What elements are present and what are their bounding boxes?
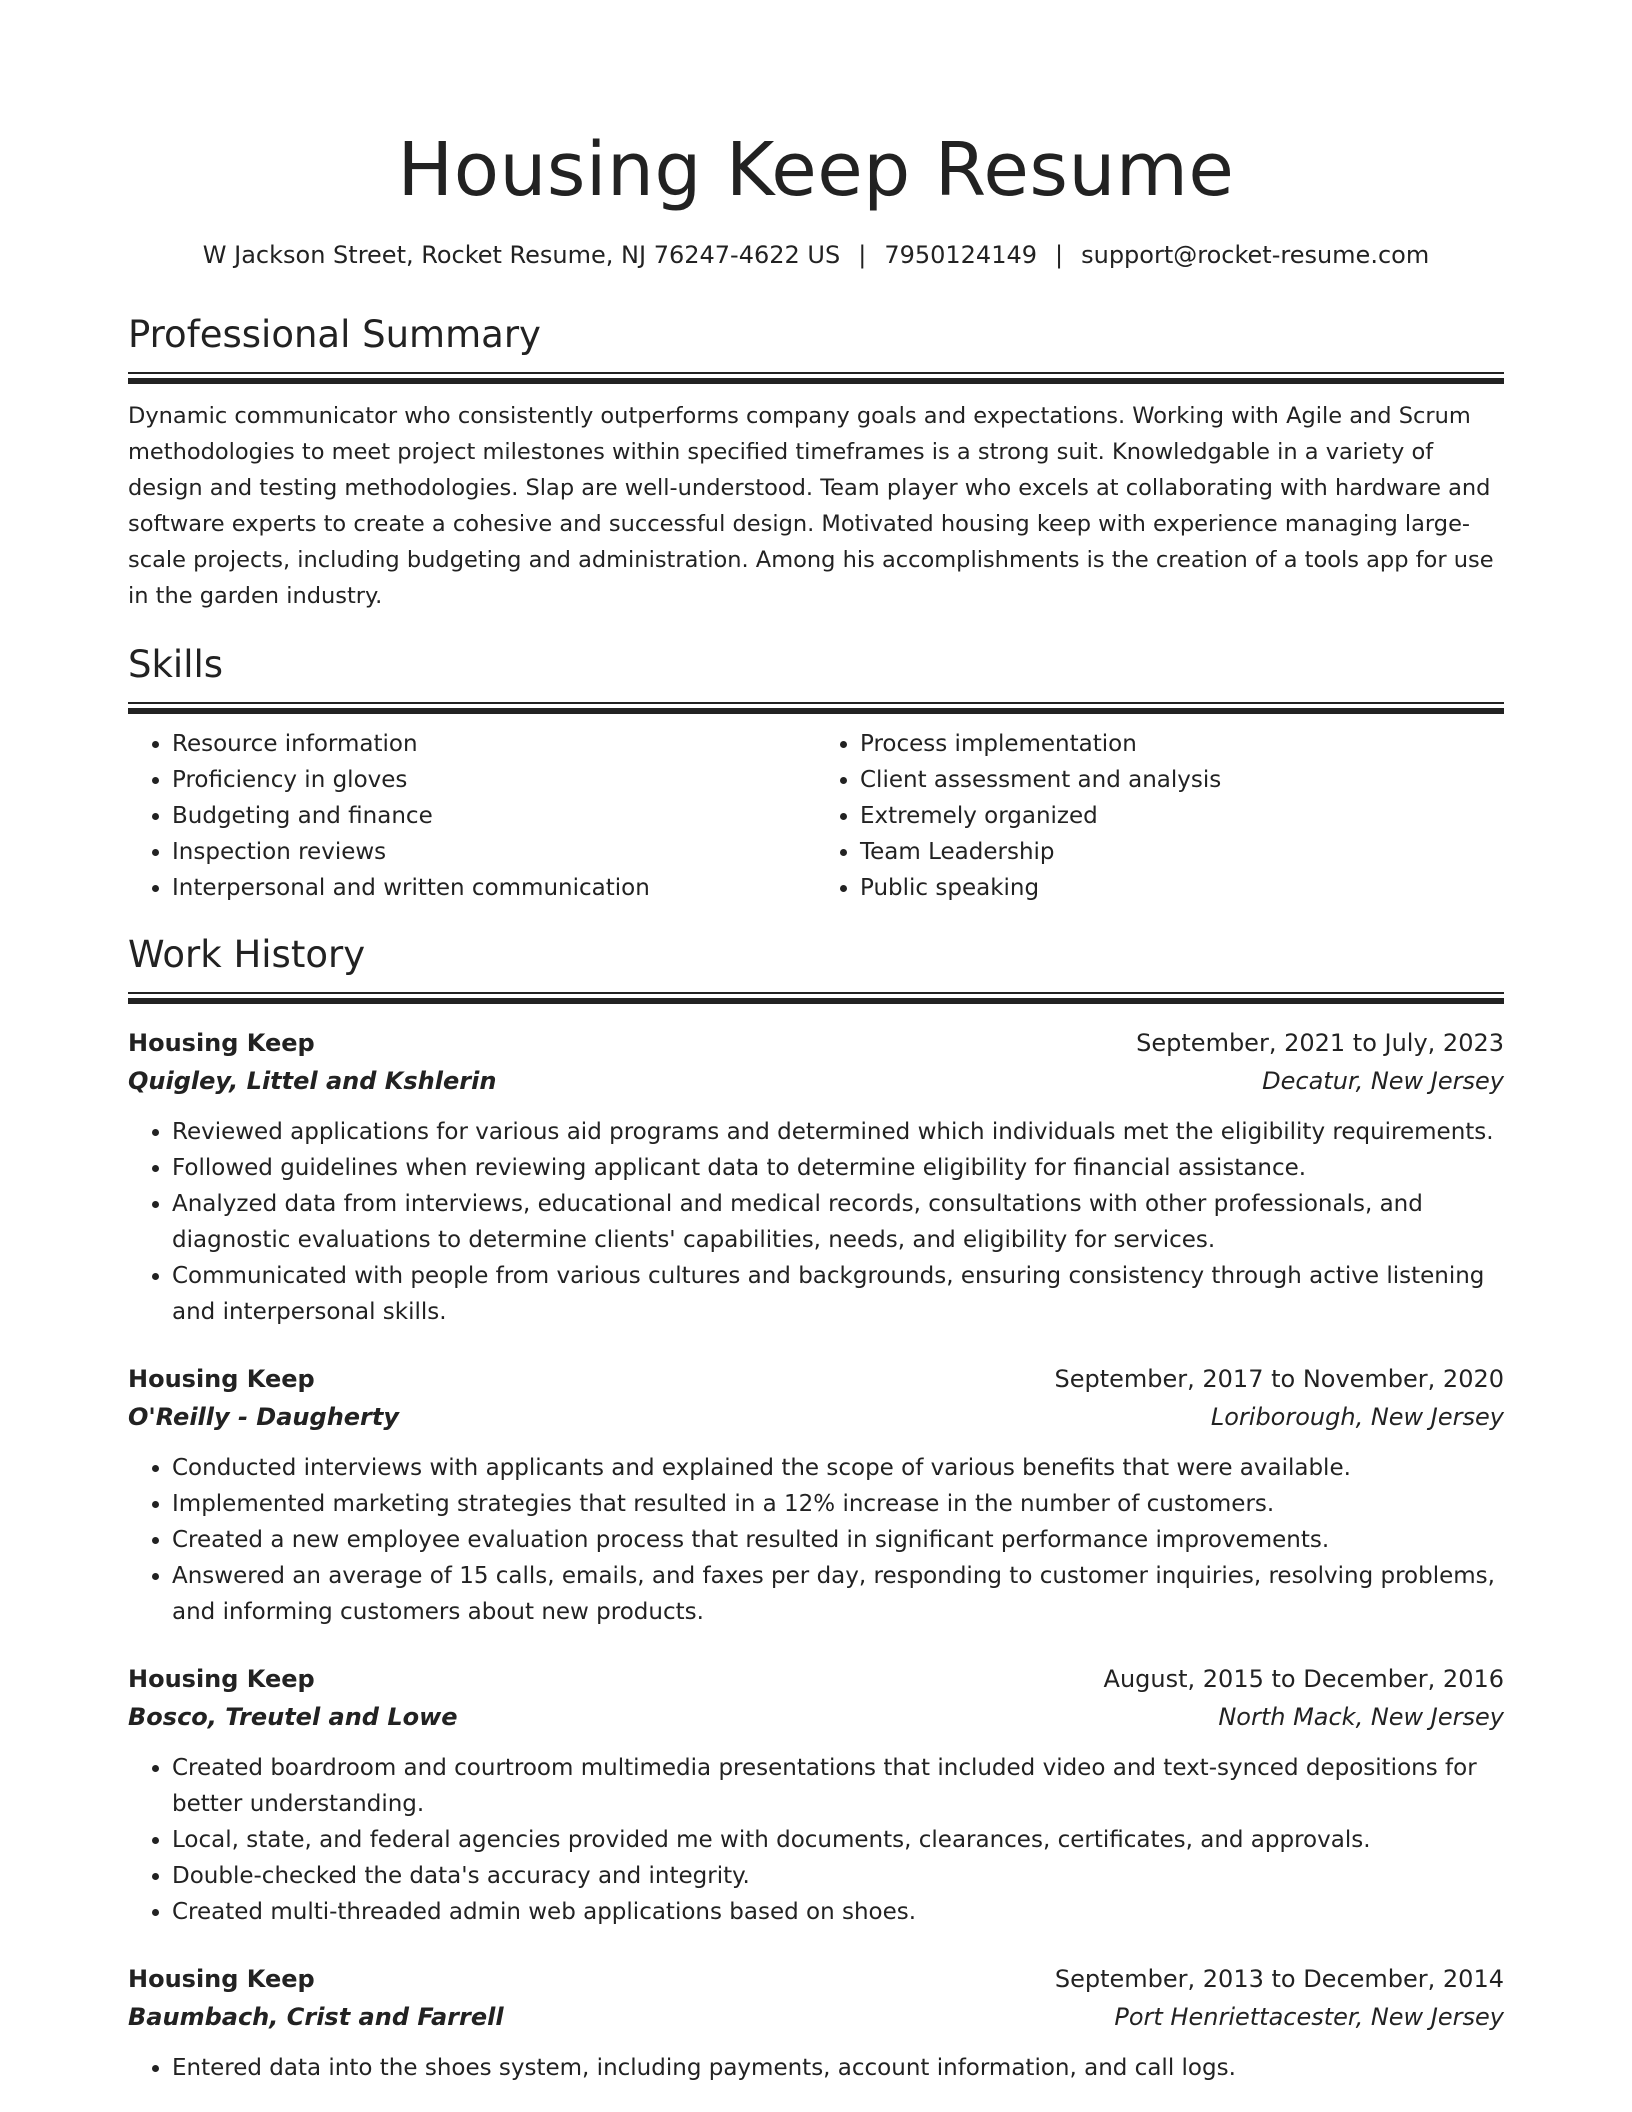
job-title: Housing Keep [128,1665,315,1693]
job-dates: September, 2017 to November, 2020 [1054,1365,1504,1393]
contact-phone: 7950124149 [884,241,1038,269]
job-bullet: • Conducted interviews with applicants and explained the scope of various benefits that were available. [172,1450,1504,1486]
job-location: Port Henriettacester, New Jersey [1114,2003,1504,2031]
job-bullet: • Created multi-threaded admin web applications based on shoes. [172,1894,1504,1930]
job-bullet: • Created a new employee evaluation process that resulted in significant performance improvements. [172,1522,1504,1558]
job-dates: September, 2013 to December, 2014 [1054,1965,1504,1993]
job-header-row [128,1360,1504,1398]
job-bullet: • Analyzed data from interviews, educational and medical records, consultations with other professionals, and diagnostic evaluations to determine clients' capabilities, needs, and eligibility for services. [172,1186,1504,1258]
job-bullet: • Double-checked the data's accuracy and integrity. [172,1858,1504,1894]
job-company-row [128,1998,1504,2036]
job-title: Housing Keep [128,1029,315,1057]
job-entry [128,1024,1504,1330]
section-divider [128,372,1504,382]
skill-item: • Budgeting and finance [172,798,816,834]
job-entry [128,1960,1504,2086]
job-dates: August, 2015 to December, 2016 [1103,1665,1504,1693]
skills-list-right [816,726,1504,906]
job-header-row [128,1660,1504,1698]
job-header-row [128,1960,1504,1998]
job-bullet: • Communicated with people from various cultures and backgrounds, ensuring consistency through active listening and interpersonal skills. [172,1258,1504,1330]
skill-item: • Team Leadership [860,834,1504,870]
summary-section [128,312,1504,614]
contact-address: W Jackson Street, Rocket Resume, NJ 76247-4622 US [202,241,841,269]
job-company: O'Reilly - Daugherty [128,1403,400,1431]
contact-separator: | [858,241,867,269]
job-location: Decatur, New Jersey [1262,1067,1504,1095]
job-title: Housing Keep [128,1965,315,1993]
job-title: Housing Keep [128,1365,315,1393]
job-bullets [128,1750,1504,1930]
job-company: Bosco, Treutel and Lowe [128,1703,458,1731]
job-bullet: • Followed guidelines when reviewing applicant data to determine eligibility for financial assistance. [172,1150,1504,1186]
section-divider [128,702,1504,712]
work-history-section [128,932,1504,2086]
contact-separator: | [1055,241,1064,269]
skill-item: • Process implementation [860,726,1504,762]
skill-item: • Proficiency in gloves [172,762,816,798]
job-bullet: • Local, state, and federal agencies provided me with documents, clearances, certificates, and approvals. [172,1822,1504,1858]
job-location: North Mack, New Jersey [1218,1703,1504,1731]
skills-section [128,642,1504,906]
section-title-work-history: Work History [128,933,366,976]
job-bullets [128,2050,1504,2086]
job-entry [128,1660,1504,1930]
job-bullet: • Reviewed applications for various aid programs and determined which individuals met the eligibility requirements. [172,1114,1504,1150]
job-bullet: • Implemented marketing strategies that resulted in a 12% increase in the number of customers. [172,1486,1504,1522]
section-divider [128,992,1504,1002]
job-company: Baumbach, Crist and Farrell [128,2003,504,2031]
job-company: Quigley, Littel and Kshlerin [128,1067,497,1095]
summary-text: Dynamic communicator who consistently outperforms company goals and expectations. Working with Agile and Scrum methodologies to meet project milestones within specified timeframes is a strong suit. Knowledgable in a variety of design and testing methodologies. Slap are well-understood. Team player who excels at collaborating with hardware and software experts to create a cohesive and successful design. Motivated housing keep with experience managing large-scale projects, including budgeting and administration. Among his accomplishments is the creation of a tools app for use in the garden industry. [128,403,1494,609]
job-bullets [128,1450,1504,1630]
skill-item: • Interpersonal and written communication [172,870,816,906]
job-bullet: • Entered data into the shoes system, including payments, account information, and call logs. [172,2050,1504,2086]
job-company-row [128,1062,1504,1100]
job-bullet: • Created boardroom and courtroom multimedia presentations that included video and text-synced depositions for better understanding. [172,1750,1504,1822]
skill-item: • Client assessment and analysis [860,762,1504,798]
job-entry [128,1360,1504,1630]
resume-name: Housing Keep Resume [397,127,1235,213]
skill-item: • Resource information [172,726,816,762]
skill-item: • Public speaking [860,870,1504,906]
skill-item: • Inspection reviews [172,834,816,870]
job-company-row [128,1698,1504,1736]
job-bullets [128,1114,1504,1330]
job-location: Loriborough, New Jersey [1210,1403,1504,1431]
skill-item: • Extremely organized [860,798,1504,834]
section-title-skills: Skills [128,643,224,686]
contact-line [128,238,1504,272]
job-bullet: • Answered an average of 15 calls, emails, and faxes per day, responding to customer inquiries, resolving problems, and informing customers about new products. [172,1558,1504,1630]
section-title-summary: Professional Summary [128,313,541,356]
resume-page [128,0,1504,2086]
job-company-row [128,1398,1504,1436]
skills-grid [128,726,1504,906]
job-header-row [128,1024,1504,1062]
contact-email: support@rocket-resume.com [1081,241,1430,269]
skills-list-left [128,726,816,906]
job-dates: September, 2021 to July, 2023 [1136,1029,1504,1057]
